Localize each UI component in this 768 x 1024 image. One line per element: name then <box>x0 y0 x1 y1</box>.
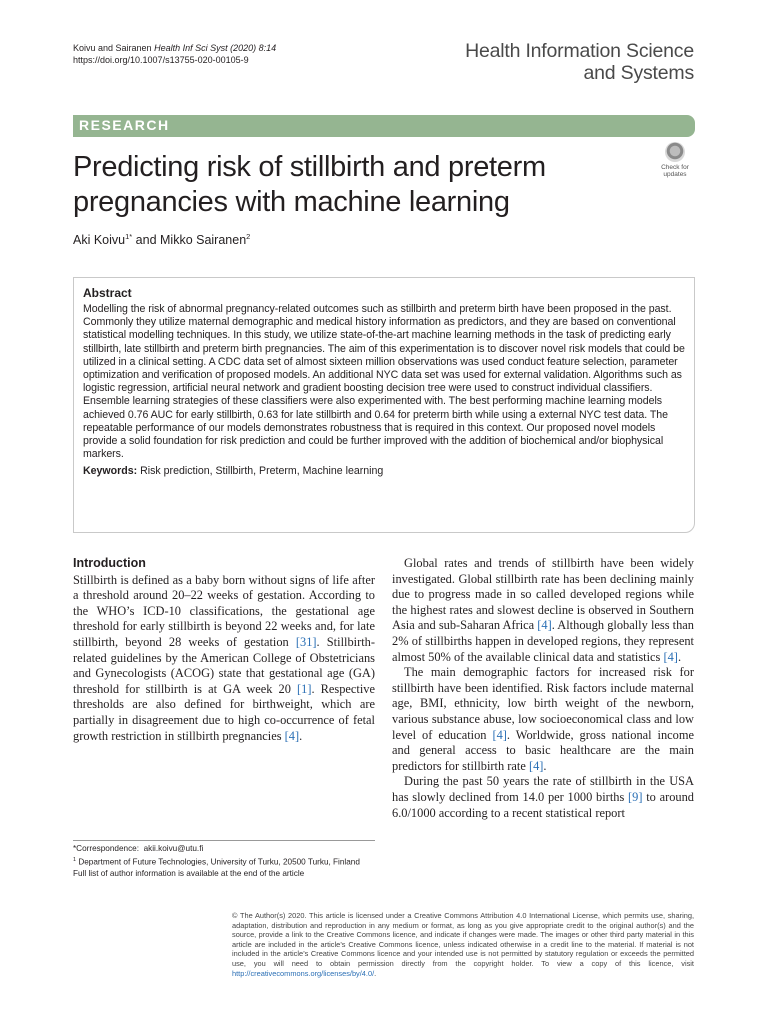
author-2-sup: 2 <box>246 232 251 241</box>
research-label: RESEARCH <box>79 117 170 133</box>
ref-4-link[interactable]: [4] <box>528 758 544 773</box>
abstract-heading: Abstract <box>83 286 132 300</box>
correspondence-email[interactable]: akii.koivu@utu.fi <box>143 844 204 853</box>
author-list <box>73 232 250 247</box>
affiliation-sup: 1 <box>73 856 77 863</box>
ref-9-link[interactable]: [9] <box>628 789 643 804</box>
correspondence-label: *Correspondence: <box>73 844 139 853</box>
full-author-info-note: Full list of author information is available at the end of the article <box>73 868 305 878</box>
text-run: The main demographic factors for increased risk for stillbirth have been identified. Risk factors include maternal age, BMI, ethnicity, low birth weight of the newborn, various substance abuse, low socioeconomical class and low level of education <box>392 665 694 742</box>
keywords <box>83 465 685 477</box>
citation-authors: Koivu and Sairanen <box>73 43 152 53</box>
text-run: . Respective thresholds are also defined for birthweight, which are partially in disagreement due to high co-occurrence of fetal growth restriction in stillbirth pregnancies <box>73 681 375 743</box>
text-run: Global rates and trends of stillbirth have been widely investigated. Global stillbirth rate has been declining mainly due to progress made in so called developed regions while the highest rates and slowest decline is observed in Southern Asia and sub-Saharan Africa <box>392 556 694 633</box>
author-1-sup: 1* <box>125 232 133 241</box>
left-column <box>73 556 375 744</box>
journal-name-line2: and Systems <box>583 62 694 84</box>
keywords-list: Risk prediction, Stillbirth, Preterm, Machine learning <box>140 465 384 478</box>
text-run: . <box>543 758 547 773</box>
badge-line2: updates <box>663 171 687 178</box>
license-end: . <box>374 968 377 978</box>
ref-4-link[interactable]: [4] <box>663 649 678 664</box>
citation-header <box>73 42 276 66</box>
text-run: . Stillbirth-related guidelines by the American College of Obstetricians and Gynecologists (ACOG) state that gestational age (GA) threshold for stillbirth is at GA week 20 <box>73 634 375 696</box>
paragraph-global-rates <box>392 556 694 665</box>
paragraph-usa-rate <box>392 774 694 821</box>
text-run: During the past 50 years the rate of stillbirth in the USA has slowly declined from 14.0 per 1000 births <box>392 774 694 804</box>
intro-paragraph <box>73 573 375 745</box>
author-1: Aki Koivu <box>73 233 126 248</box>
author-2: and Mikko Sairanen <box>132 233 247 248</box>
text-run: . <box>677 649 682 664</box>
license-link[interactable]: http://creativecommons.org/licenses/by/4.0/ <box>232 968 375 978</box>
text-run: to around 6.0/1000 according to a recent statistical report <box>392 789 694 820</box>
affiliation: Department of Future Technologies, University of Turku, 20500 Turku, Finland <box>78 857 360 867</box>
doi-link[interactable]: https://doi.org/10.1007/s13755-020-00105-9 <box>73 55 249 65</box>
badge-line1: Check for <box>661 164 689 171</box>
journal-name <box>465 40 694 84</box>
ref-31-link[interactable]: [31] <box>295 634 317 649</box>
keywords-label: Keywords: <box>83 465 138 478</box>
article-title: Predicting risk of stillbirth and preterm pregnancies with machine learning <box>73 151 546 218</box>
check-for-updates-badge[interactable] <box>655 142 695 180</box>
introduction-heading: Introduction <box>73 556 146 570</box>
citation-journal: Health Inf Sci Syst (2020) 8:14 <box>154 43 277 53</box>
abstract-text: Modelling the risk of abnormal pregnancy-related outcomes such as stillbirth and preterm birth have been proposed in the past. Commonly they utilize maternal demographic and medical history information as predictors, and they are based on conventional statistical modelling techniques. In this study, we utilize state-of-the-art machine learning methods in the task of predicting early stillbirth, late stillbirth and preterm birth pregnancies. The aim of this experimentation is to discover novel risk models that could be utilized in a clinical setting. A CDC data set of almost sixteen million observations was used conduct feature selection, parameter optimization and verification of proposed models. An additional NYC data set was used for external validation. Algorithms such as logistic regression, artificial neural network and gradient boosting decision tree were used to construct individual classifiers. Ensemble learning strategies of these classifiers were also experimented with. The best performing machine learning models achieved 0.76 AUC for early stillbirth, 0.63 for late stillbirth and 0.64 for preterm birth while using a external NYC test data. The repeatable performance of our models demonstrates robustness that is required in this context. Our proposed novel models provide a solid foundation for risk prediction and could be further improved with the addition of biochemical and/or biophysical markers. <box>83 303 685 461</box>
ref-4-link[interactable]: [4] <box>492 727 507 742</box>
text-run: Stillbirth is defined as a baby born without signs of life after a threshold around 20–22 weeks of gestation. According to the WHO’s ICD-10 classifications, the gestational age threshold for early stillbirth is beyond 22 weeks and, for late stillbirth, beyond 28 weeks of gestation <box>73 572 375 649</box>
research-banner <box>73 115 695 137</box>
text-run: . Although globally less than 2% of stillbirths happen in developed regions, they represent almost 50% of the available clinical data and statistics <box>392 618 694 664</box>
ref-4-link[interactable]: [4] <box>284 728 300 743</box>
ref-4-link[interactable]: [4] <box>537 618 552 633</box>
journal-name-line1: Health Information Science <box>465 40 694 62</box>
right-column <box>392 556 694 821</box>
footnotes <box>73 840 375 879</box>
paragraph-risk-factors <box>392 665 694 774</box>
license-statement <box>232 911 694 978</box>
abstract-box <box>73 277 695 533</box>
license-text: © The Author(s) 2020. This article is licensed under a Creative Commons Attribution 4.0 International License, which permits use, sharing, adaptation, distribution and reproduction in any medium or format, as long as you give appropriate credit to the original author(s) and the source, provide a link to the Creative Commons licence, and indicate if changes were made. The images or other third party material in this article are included in the article’s Creative Commons licence, unless indicated otherwise in a credit line to the material. If material is not included in the article’s Creative Commons licence and your intended use is not permitted by statutory regulation or exceeds the permitted use, you will need to obtain permission directly from the copyright holder. To view a copy of this licence, visit <box>232 911 694 968</box>
text-run: . <box>299 728 303 743</box>
text-run: . Worldwide, gross national income and general access to basic healthcare are the main predictors for stillbirth rate <box>392 727 695 773</box>
ref-1-link[interactable]: [1] <box>297 681 312 696</box>
check-updates-icon <box>665 142 685 162</box>
